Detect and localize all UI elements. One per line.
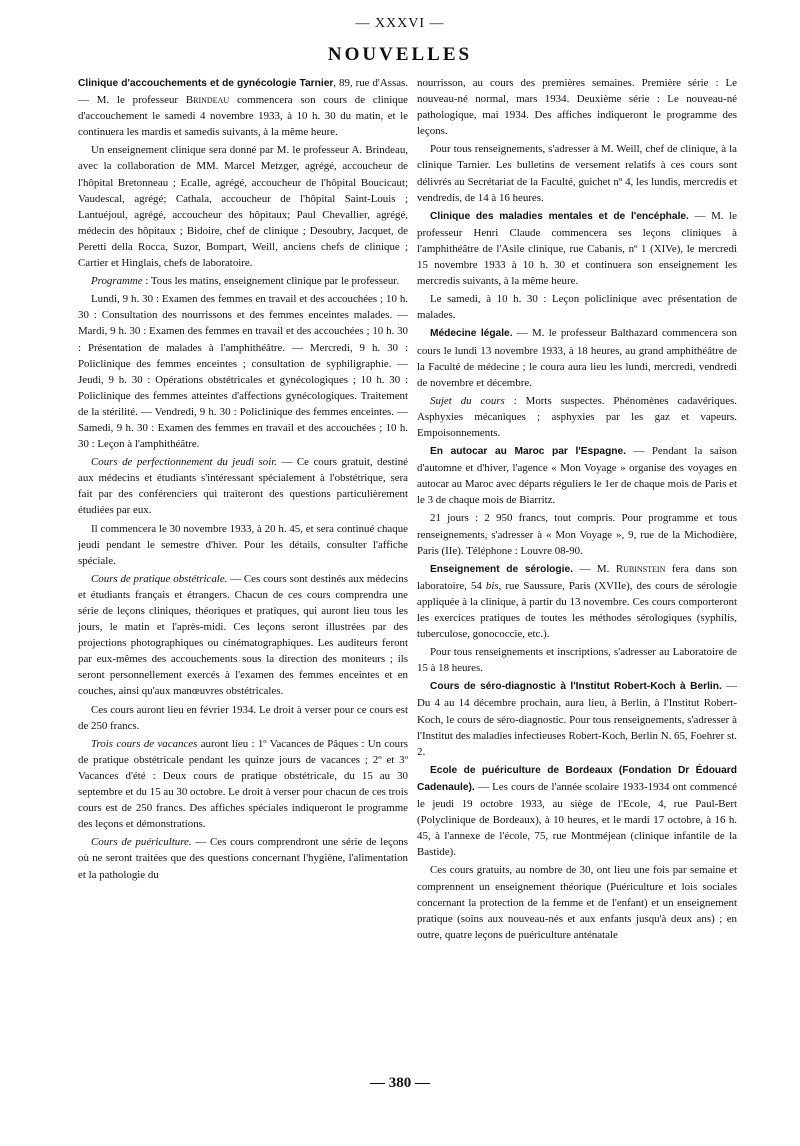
paragraph-medecine-legale: Médecine légale. — M. le professeur Balthazard commencera son cours le lundi 13 novembre 1933, à 18 heures, au grand amphithéâtre de la Faculté de médecine ; le coura aura lieu les lundi, mercredi, vendredi de novembre et décembre. xyxy=(417,327,737,389)
paragraph-robert-koch: Cours de séro-diagnostic à l'Institut Robert-Koch à Berlin. — Du 4 au 14 décembre prochain, aura lieu, à Berlin, à l'Institut Robert-Koch, le cours de séro-diagnostic. Pour tous renseignements, s'adresser à l'Institut des maladies infectieuses Robert-Koch, Berlin N. 65, Foehrer st. 2. xyxy=(417,680,737,758)
paragraph-fevrier: Ces cours auront lieu en février 1934. Le droit à verser pour ce cours est de 250 francs. xyxy=(78,703,408,732)
paragraph-puericulture: Cours de puériculture. — Ces cours comprendront une série de leçons où ne seront traitées que des questions concernant l'hygiène, l'alimentation et la pathologie du xyxy=(78,836,408,881)
heading-maladies-mentales: Clinique des maladies mentales et de l'encéphale. xyxy=(430,210,689,222)
paragraph-pratique: Cours de pratique obstétricale. — Ces cours sont destinés aux médecins et étudiants français et étrangers. Chacun de ces cours comprendra une série de leçons cliniques, théoriques et pratiques, qui auront lieu tous les jours, le matin et l'après-midi. Ces leçons seront illustrées par des projections photographiques ou cinématographiques. Les auditeurs feront par eux-mêmes des accouchements sous la direction des moniteurs ; ils seront personnellement exercés à l'examen des femmes enceintes et en couches, ainsi qu'aux manœuvres obstétricales. xyxy=(78,572,409,698)
heading-robert-koch: Cours de séro-diagnostic à l'Institut Robert-Koch à Berlin. xyxy=(430,681,722,693)
paragraph-samedi: Le samedi, à 10 h. 30 : Leçon policlinique avec présentation de malades. xyxy=(417,293,737,322)
section-title: NOUVELLES xyxy=(327,44,473,65)
paragraph-sujet: Sujet du cours : Morts suspectes. Phénomènes cadavériques. Asphyxies mécaniques ; asphyxies par les gaz et vapeurs. Empoisonnements. xyxy=(417,394,737,439)
paragraph-schedule: Lundi, 9 h. 30 : Examen des femmes en travail et des accouchées ; 10 h. 30 : Consultation des nourrissons et des femmes enceintes malades. — Mardi, 9 h. 30 : Examen des femmes en travail et des accouchées ; 10 h. 30 : Présentation de malades à l'amphithéâtre. — Mercredi, 9 h. 30 : Policlinique des femmes enceintes ; consultation de syphiligraphie. — Jeudi, 9 h. 30 : Opérations obstétricales et gynécologiques ; 10 h. 30 : Policlinique des femmes atteintes d'affections gynécologiques. Traitement de la stérilité. — Vendredi, 9 h. 30 : Policlinique des femmes enceintes. — Samedi, 9 h. 30 : Examen des femmes en travail et des accouchées ; 10 h. 30 : Leçon à l'amphithéâtre. xyxy=(78,293,408,451)
page-number: — 380 — xyxy=(370,1075,430,1091)
paragraph-inscriptions: Pour tous renseignements et inscriptions, s'adresser au Laboratoire de 15 à 18 heures. xyxy=(417,646,737,675)
paragraph-bordeaux: Ecole de puériculture de Bordeaux (Fondation Dr Édouard Cadenaule). — Les cours de l'année scolaire 1933-1934 ont commencé le jeudi 19 octobre 1933, au siège de l'Ecole, 4, rue Paul-Bert (Polyclinique de Bordeaux), à 10 heures, et le mardi 17 octobre, à 16 h. 45, à l'annexe de l'école, 75, rue Montméjean (clinique infantile de la Bastide). xyxy=(417,764,737,859)
paragraph-serologie: Enseignement de sérologie. — M. Rubinstein fera dans son laboratoire, 54 bis, rue Saussure, Paris (XVIIe), des cours de sérologie appliquée à la clinique, à partir du 13 novembre. Ces cours comporteront les exercices pratiques de toutes les méthodes sérologiques (syphilis, tuberculose, gonococcie, etc.). xyxy=(417,562,737,641)
paragraph-weill: Pour tous renseignements, s'adresser à M. Weill, chef de clinique, à la clinique Tarnier. Les bulletins de versement relatifs à ces cours sont délivrés au Secrétariat de la Faculté, guichet nº 4, les lundis, mercredis et vendredis, de 14 à 16 heures. xyxy=(417,143,737,204)
paragraph-tarifs: 21 jours : 2 950 francs, tout compris. Pour programme et tous renseignements, s'adresser à « Mon Voyage », 9, rue de la Michodière, Paris (IIe). Téléphone : Louvre 08-90. xyxy=(417,512,737,557)
heading-serologie: Enseignement de sérologie. xyxy=(430,563,573,575)
paragraph-autocar: En autocar au Maroc par l'Espagne. — Pendant la saison d'automne et d'hiver, l'agence « Mon Voyage » organise des voyages en autocar au Maroc avec départs réguliers le 1er de chaque mois de Paris et le 3 de chaque mois de Biarritz. xyxy=(417,445,737,507)
heading-bordeaux: Ecole de puériculture de Bordeaux (Fondation Dr Édouard Cadenaule). xyxy=(417,764,737,793)
paragraph-programme: Programme : Tous les matins, enseignement clinique par le professeur. xyxy=(91,275,400,288)
paragraph-enseignement: Un enseignement clinique sera donné par M. le professeur A. Brindeau, avec la collaboration de MM. Marcel Metzger, agrégé, accoucheur de l'hôpital Bretonneau ; Ecalle, agrégé, accoucheur de l'hôpital Boucicaut; Vaudescal, agrégé; Cathala, accoucheur de l'hôpital Saint-Louis ; Lantuéjoul, agrégé, accoucheur des hôpitaux; Paul Chevallier, agrégé, médecin des hôpitaux ; Bidoire, chef de clinique ; Desoubry, Jacquet, de Peretti della Rocca, Suzor, Bompart, Weill, anciens chefs de clinique ; Cartier et Hinglais, chefs de laboratoire. xyxy=(78,144,408,270)
heading-tarnier: Clinique d'accouchements et de gynécologie Tarnier xyxy=(78,78,334,89)
page-folio: — XXXVI — xyxy=(355,16,445,31)
paragraph-commencement: Il commencera le 30 novembre 1933, à 20 h. 45, et sera continué chaque jeudi pendant le semestre d'hiver. Pour les détails, consulter l'affiche spéciale. xyxy=(78,522,408,567)
paragraph-tarnier: Clinique d'accouchements et de gynécologie Tarnier, 89, rue d'Assas. — M. le professeur Brindeau commencera son cours de clinique d'accouchement le samedi 4 novembre 1933, à 10 h. 30 du matin, et le continuera les mardis et samedis suivants, à la même heure. xyxy=(78,77,408,139)
paragraph-perfectionnement: Cours de perfectionnement du jeudi soir. — Ce cours gratuit, destiné aux médecins et étudiants s'intéressant spécialement à l'obstétrique, sera fait par des conférenciers qui traiteront des questions particulièrement étudiées par eux. xyxy=(78,456,408,517)
paragraph-cours-gratuits: Ces cours gratuits, au nombre de 30, ont lieu une fois par semaine et comprennent un enseignement théorique (Puériculture et lois sociales concernant la protection de la femme et de l'enfant) et un enseignement pratique (soins aux nouveau-nés et aux enfants jusqu'à deux ans) ; en outre, quatre leçons de puériculture anténatale xyxy=(417,864,737,941)
paragraph-maladies-mentales: Clinique des maladies mentales et de l'encéphale. — M. le professeur Henri Claude commencera ses leçons cliniques à l'amphithéâtre de l'Asile clinique, rue Cabanis, nº 1 (XIVe), le mercredi 15 novembre 1933 à 10 h. 30 et continuera son enseignement les mercredis suivants, à la même heure. xyxy=(417,209,738,288)
paragraph-vacances: Trois cours de vacances auront lieu : 1º Vacances de Pâques : Un cours de pratique obstétricale pendant les quinze jours de vacances ; 2º et 3º Vacances d'été : Deux cours de pratique obstétricale, du 15 au 30 septembre et du 15 au 30 octobre. Le droit à verser pour chacun de ces trois cours est de 250 francs. Des affiches spéciales indiqueront le programme des leçons et démonstrations. xyxy=(78,737,408,831)
heading-medecine-legale: Médecine légale. xyxy=(430,328,513,340)
paragraph-nourrisson: nourrisson, au cours des premières semaines. Première série : Le nouveau-né normal, mars 1934. Deuxième série : Le nouveau-né pathologique, mai 1934. Des affiches indiqueront le programme des leçons. xyxy=(417,77,737,138)
right-column xyxy=(417,75,737,945)
heading-autocar: En autocar au Maroc par l'Espagne. xyxy=(430,446,627,458)
left-column xyxy=(78,75,408,885)
